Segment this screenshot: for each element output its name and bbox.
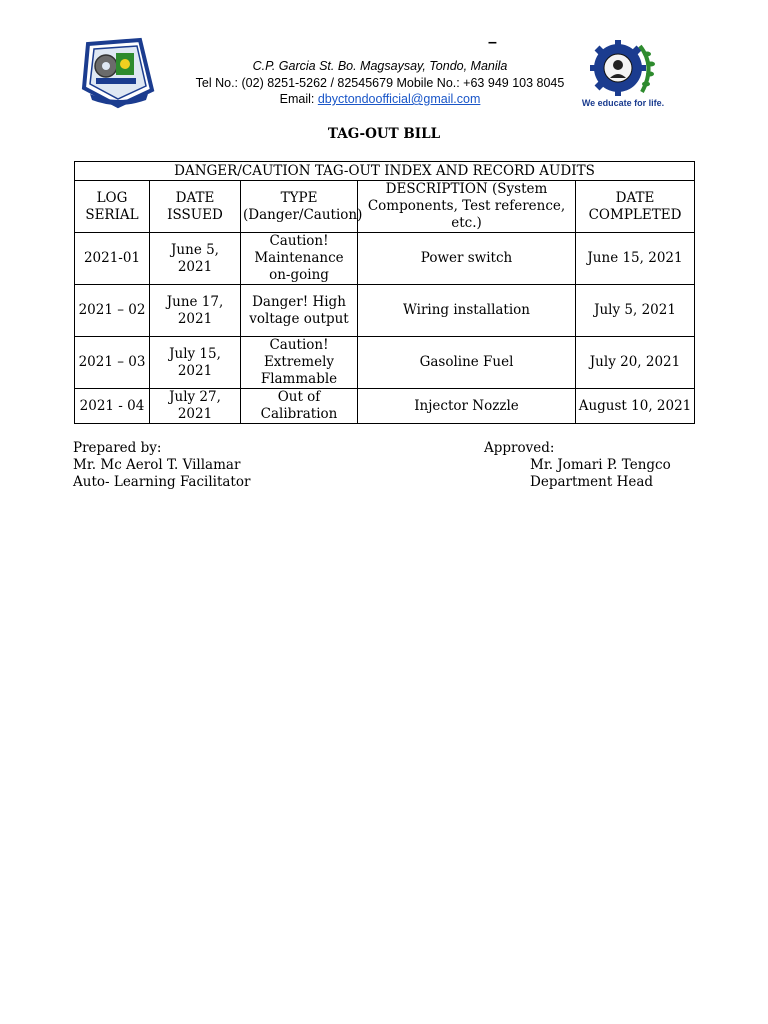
cell-date-completed: July 20, 2021 [576, 337, 695, 389]
approved-by-name: Mr. Jomari P. Tengco [530, 457, 671, 473]
table-row [75, 337, 695, 389]
letterhead [0, 0, 768, 120]
document-title: TAG-OUT BILL [327, 126, 441, 142]
cell-date-issued: June 5, 2021 [150, 233, 241, 285]
prepared-by-label: Prepared by: [73, 440, 162, 456]
email-link[interactable]: dbyctondoofficial@gmail.com [317, 92, 481, 106]
table-row [75, 285, 695, 337]
header-log-serial: LOG SERIAL [75, 181, 150, 233]
logo-tagline: We educate for life. [581, 98, 665, 108]
cell-log-serial: 2021 – 02 [75, 285, 150, 337]
cell-date-issued: June 17, 2021 [150, 285, 241, 337]
cell-date-issued: July 27, 2021 [150, 389, 241, 424]
cell-description: Gasoline Fuel [358, 337, 576, 389]
cell-description: Injector Nozzle [358, 389, 576, 424]
prepared-by-title: Auto- Learning Facilitator [73, 474, 251, 490]
prepared-by-name: Mr. Mc Aerol T. Villamar [73, 457, 241, 473]
school-seal-logo [80, 38, 156, 110]
table-row [75, 389, 695, 424]
cell-description: Wiring installation [358, 285, 576, 337]
gear-wreath-logo [581, 38, 665, 110]
school-email-line [160, 92, 600, 106]
email-label: Email: [279, 92, 318, 106]
tagout-record-table [74, 161, 695, 424]
cell-log-serial: 2021 - 04 [75, 389, 150, 424]
cell-type: Caution! Extremely Flammable [241, 337, 358, 389]
cell-date-completed: June 15, 2021 [576, 233, 695, 285]
cell-date-completed: July 5, 2021 [576, 285, 695, 337]
cell-type: Out of Calibration [241, 389, 358, 424]
cell-date-completed: August 10, 2021 [576, 389, 695, 424]
cell-date-issued: July 15, 2021 [150, 337, 241, 389]
prepared-by-block [73, 440, 250, 491]
cell-type: Caution! Maintenance on-going [241, 233, 358, 285]
table-header-row [75, 181, 695, 233]
school-phone: Tel No.: (02) 8251-5262 / 82545679 Mobile No.: +63 949 103 8045 [195, 76, 565, 90]
approved-by-title: Department Head [530, 474, 654, 490]
header-date-issued: DATE ISSUED [150, 181, 241, 233]
approved-by-block [530, 457, 671, 491]
approved-label: Approved: [484, 440, 555, 456]
header-date-completed: DATE COMPLETED [576, 181, 695, 233]
header-type: TYPE (Danger/Caution) [241, 181, 358, 233]
header-dash: – [488, 34, 497, 51]
table-caption: DANGER/CAUTION TAG-OUT INDEX AND RECORD AUDITS [75, 162, 695, 181]
table-row [75, 233, 695, 285]
cell-type: Danger! High voltage output [241, 285, 358, 337]
school-address: C.P. Garcia St. Bo. Magsaysay, Tondo, Manila [252, 59, 508, 73]
header-description: DESCRIPTION (System Components, Test reference, etc.) [358, 181, 576, 233]
cell-description: Power switch [358, 233, 576, 285]
table-caption-row [75, 162, 695, 181]
cell-log-serial: 2021-01 [75, 233, 150, 285]
cell-log-serial: 2021 – 03 [75, 337, 150, 389]
